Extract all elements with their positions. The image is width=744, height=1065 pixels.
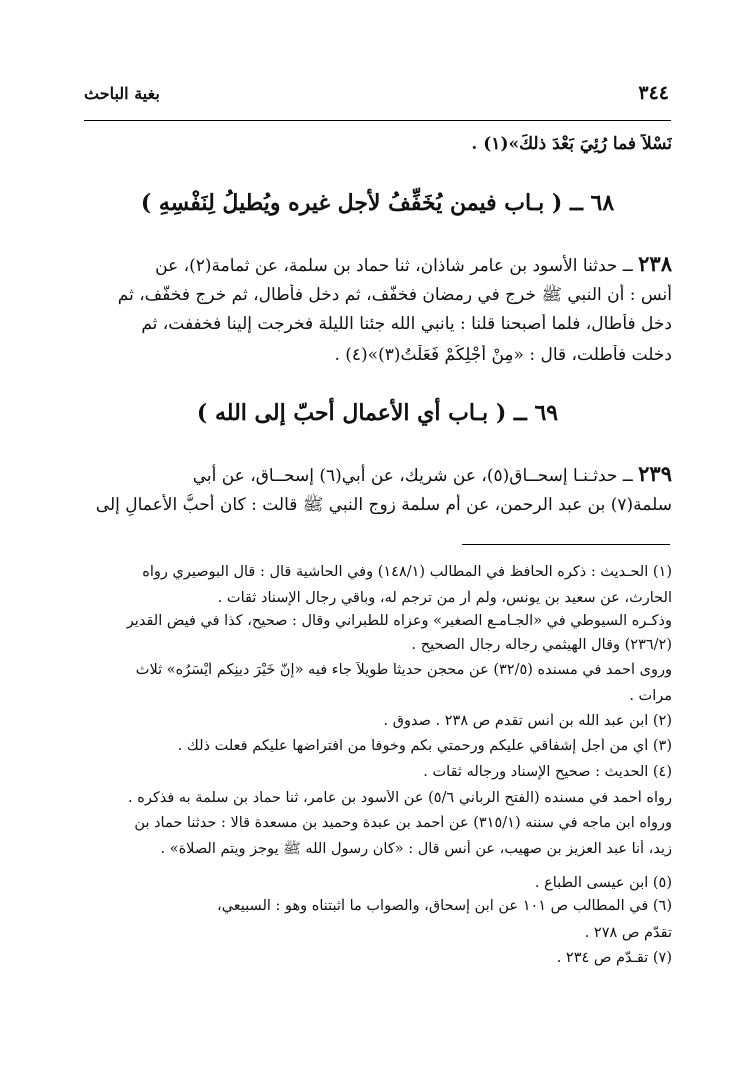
footnote-1-line-2: الحارث، عن سعيد بن يونس، ولم أر من ترجم له، وباقي رجال الإسناد ثقات . — [217, 590, 672, 606]
footnote-4-line-1: (٤) الحديث : صحيح الإسناد ورجاله ثقات . — [423, 764, 672, 780]
hadith-239-line-2: سلمة(٧) بن عبد الرحمن، عن أم سلمة زوج النبي ﷺ قالت : كان أحبُّ الأعمالِ إلى — [95, 495, 672, 515]
footnote-1-line-4: (٢٣٦/٢) وقال الهيثمي رجاله رجال الصحيح . — [411, 637, 672, 653]
hadith-239-number: ٢٣٩ — [638, 461, 672, 486]
footnote-4-line-2: رواه أحمد في مسنده (الفتح الرباني ٥/٦) عن الأسود بن عامر، ثنا حماد بن سلمة به فذكره . — [128, 790, 672, 806]
chapter-69-title: ٦٩ ــ ( بـاب أي الأعمال أحبّ إلى الله ) — [196, 400, 559, 426]
footnote-4-line-4: زيد، أنا عبد العزيز بن صهيب، عن أنس قال : «كان رسول الله ﷺ يوجز ويتم الصلاة» . — [160, 841, 672, 857]
footnote-5: (٥) ابن عيسى الطباع . — [534, 875, 672, 891]
footnote-1-line-3: وذكـره السيوطي في «الجـامـع الصغير» وعزاه للطبراني وقال : صحيح، كذا في فيض القدير — [126, 613, 672, 629]
footnote-7: (٧) تقـدّم ص ٢٣٤ . — [556, 950, 672, 966]
hadith-238-line-4: دخلت فأطلت، قال : «مِنْ أَجْلِكُمْ فَعَلْتُ(٣)»(٤) . — [334, 345, 672, 365]
footnote-1-line-5: وروى أحمد في مسنده (٣٢/٥) عن محجن حديثاً طويلاً جاء فيه «إنَّ خَيْرَ دينِكم أَيْسَرُه» ثلاث — [135, 662, 672, 678]
hadith-238-text-1: ــ حدثنا الأسود بن عامر شاذان، ثنا حماد بن سلمة، عن ثمامة(٢)، عن — [155, 256, 639, 276]
chapter-68-title: ٦٨ ــ ( بـاب فيمن يُخَفِّفُ لأجل غيره ويُطيلُ لِنَفْسِهِ ) — [140, 190, 615, 216]
hadith-238-line-3: دخل فأطال، فلما أصبحنا قلنا : يانبي الله جئنا الليلة فخرجت إلينا فخففت، ثم — [141, 314, 672, 334]
running-title: بغية الباحث — [84, 84, 160, 103]
hadith-238-number: ٢٣٨ — [638, 251, 672, 276]
footnote-6-line-2: تقدّم ص ٢٧٨ . — [584, 925, 672, 941]
page-number: ٣٤٤ — [638, 82, 669, 104]
footnote-6-line-1: (٦) في المطالب ص ١٠١ عن ابن إسحاق، والصواب ما أثبتناه وهو : السبيعي، — [217, 898, 672, 914]
footnote-2: (٢) ابن عبد الله بن أنس تقدم ص ٢٣٨ . صدوق . — [383, 713, 672, 729]
header-rule — [84, 120, 671, 121]
footnote-1-line-1: (١) الحـديث : ذكره الحافظ في المطالب (١٤٨/١) وفي الحاشية قال : قال البوصيري رواه — [142, 564, 672, 580]
footnote-4-line-3: ورواه ابن ماجه في سننه (٣١٥/١) عن أحمد بن عبدة وحميد بن مسعدة قالا : حدثنا حماد بن — [134, 815, 672, 831]
footnote-rule — [462, 544, 670, 545]
continuation-line: نَسْلاً فما رُئِيَ بَعْدَ ذلكَ»(١) . — [471, 134, 672, 154]
hadith-239-line-1 — [72, 461, 672, 486]
hadith-238-line-2: أنس : أن النبي ﷺ خرج في رمضان فخفّف، ثم دخل فأطال، ثم خرج فخفّف، ثم — [117, 285, 672, 305]
hadith-239-text-1: ــ حدثـنـا إسحــاق(٥)، عن شريك، عن أبي(٦) إسحــاق، عن أبي — [192, 466, 639, 486]
hadith-238-line-1 — [72, 251, 672, 276]
page-header — [84, 82, 669, 112]
footnote-1-line-6: مرات . — [629, 688, 672, 704]
footnote-3: (٣) أي من أجل إشفاقي عليكم ورحمتي بكم وخوفاً من افتراضها عليكم فعلت ذلك . — [177, 738, 672, 754]
